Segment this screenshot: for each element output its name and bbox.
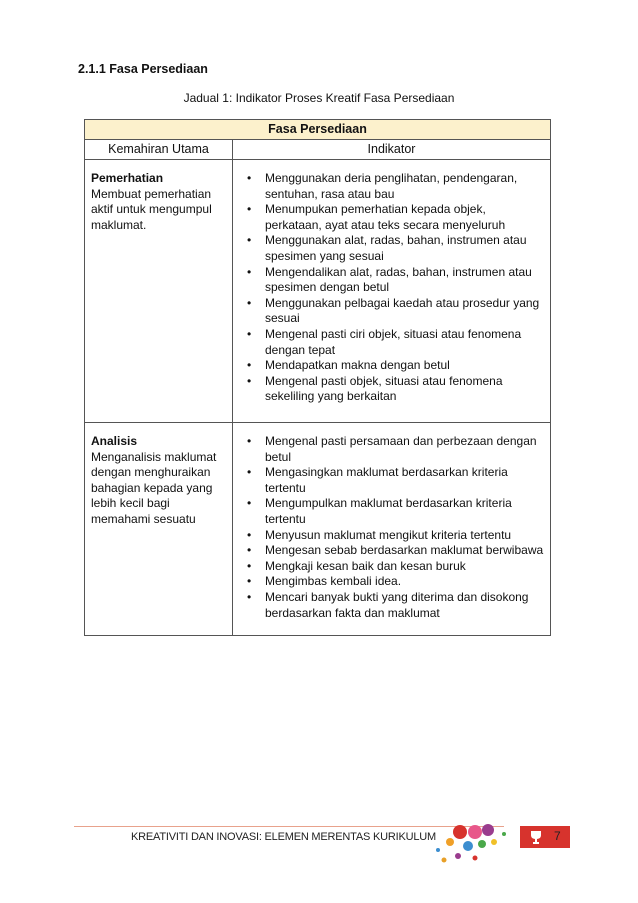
skill-name: Pemerhatian bbox=[91, 171, 164, 185]
indicator-text: Mengendalikan alat, radas, bahan, instrumen atau spesimen dengan betul bbox=[265, 264, 532, 295]
bullet-icon: • bbox=[247, 434, 252, 448]
bullet-icon: • bbox=[247, 558, 252, 573]
skill-description: Menganalisis maklumat dengan menghuraikan bahagian kepada yang lebih kecil bagi memahami sesuatu bbox=[91, 449, 217, 526]
column-header-row bbox=[85, 140, 551, 160]
bullet-icon: • bbox=[247, 496, 252, 511]
indicator-text: Mengenal pasti objek, situasi atau fenomena sekeliling yang berkaitan bbox=[265, 373, 503, 404]
bullet-icon: • bbox=[247, 295, 252, 310]
list-item bbox=[247, 296, 544, 327]
list-item bbox=[247, 496, 544, 527]
indicator-text: Menggunakan deria penglihatan, pendengaran, sentuhan, rasa atau bau bbox=[265, 171, 518, 201]
bullet-icon: • bbox=[247, 264, 252, 279]
indicator-text: Mengumpulkan maklumat berdasarkan kriteria tertentu bbox=[265, 496, 512, 526]
indicator-text: Menggunakan alat, radas, bahan, instrumen atau spesimen yang sesuai bbox=[265, 233, 527, 263]
indicator-text: Menyusun maklumat mengikut kriteria tertentu bbox=[265, 527, 512, 542]
bullet-icon: • bbox=[247, 527, 252, 542]
column-header-skill: Kemahiran Utama bbox=[85, 140, 233, 160]
table-row bbox=[85, 423, 551, 636]
bullet-icon: • bbox=[247, 465, 252, 480]
footer-title: KREATIVITI DAN INOVASI: ELEMEN MERENTAS KURIKULUM bbox=[131, 831, 436, 843]
list-item bbox=[247, 374, 544, 405]
list-item bbox=[247, 590, 544, 621]
indicator-table bbox=[84, 119, 551, 636]
skill-name: Analisis bbox=[91, 434, 138, 448]
indicator-text: Mengasingkan maklumat berdasarkan kriteria tertentu bbox=[265, 465, 508, 495]
phase-title: Fasa Persediaan bbox=[85, 120, 551, 140]
list-item bbox=[247, 465, 544, 496]
list-item bbox=[247, 233, 544, 264]
list-item bbox=[247, 543, 544, 559]
creativity-logo-icon bbox=[420, 820, 520, 870]
list-item bbox=[247, 528, 544, 544]
phase-header-row bbox=[85, 120, 551, 140]
list-item bbox=[247, 559, 544, 575]
indicator-text: Mengenal pasti persamaan dan perbezaan dengan betul bbox=[265, 434, 537, 464]
bullet-icon: • bbox=[247, 574, 252, 589]
list-item bbox=[247, 202, 544, 233]
indicator-text: Mengesan sebab berdasarkan maklumat berwibawa bbox=[265, 543, 544, 558]
list-item bbox=[247, 171, 544, 202]
bullet-icon: • bbox=[247, 589, 252, 604]
skill-cell bbox=[85, 423, 233, 636]
list-item bbox=[247, 358, 544, 374]
skill-description: Membuat pemerhatian aktif untuk mengumpul maklumat. bbox=[91, 186, 212, 232]
indicator-text: Menggunakan pelbagai kaedah atau prosedur yang sesuai bbox=[265, 295, 540, 326]
indicator-list bbox=[247, 434, 544, 621]
indicator-text: Mengimbas kembali idea. bbox=[265, 574, 402, 589]
indicator-text: Mencari banyak bukti yang diterima dan disokong berdasarkan fakta dan maklumat bbox=[265, 589, 529, 620]
list-item bbox=[247, 434, 544, 465]
trophy-icon bbox=[528, 829, 544, 845]
indicator-cell bbox=[233, 423, 551, 636]
page-number: 7 bbox=[554, 829, 561, 843]
list-item bbox=[247, 327, 544, 358]
bullet-icon: • bbox=[247, 171, 252, 185]
column-header-indicator: Indikator bbox=[233, 140, 551, 160]
table-row bbox=[85, 160, 551, 423]
table-caption: Jadual 1: Indikator Proses Kreatif Fasa Persediaan bbox=[183, 91, 455, 105]
bullet-icon: • bbox=[247, 202, 252, 217]
indicator-text: Mengkaji kesan baik dan kesan buruk bbox=[265, 558, 466, 573]
bullet-icon: • bbox=[247, 358, 252, 373]
indicator-text: Mengenal pasti ciri objek, situasi atau fenomena dengan tepat bbox=[265, 326, 522, 357]
indicator-text: Mendapatkan makna dengan betul bbox=[265, 358, 450, 373]
indicator-text: Menumpukan pemerhatian kepada objek, perkataan, ayat atau teks secara menyeluruh bbox=[265, 202, 506, 232]
skill-cell bbox=[85, 160, 233, 423]
indicator-cell bbox=[233, 160, 551, 423]
section-heading: 2.1.1 Fasa Persediaan bbox=[78, 62, 208, 76]
bullet-icon: • bbox=[247, 326, 252, 341]
list-item bbox=[247, 265, 544, 296]
indicator-list bbox=[247, 171, 544, 405]
list-item bbox=[247, 574, 544, 590]
bullet-icon: • bbox=[247, 233, 252, 248]
bullet-icon: • bbox=[247, 543, 252, 558]
bullet-icon: • bbox=[247, 373, 252, 388]
